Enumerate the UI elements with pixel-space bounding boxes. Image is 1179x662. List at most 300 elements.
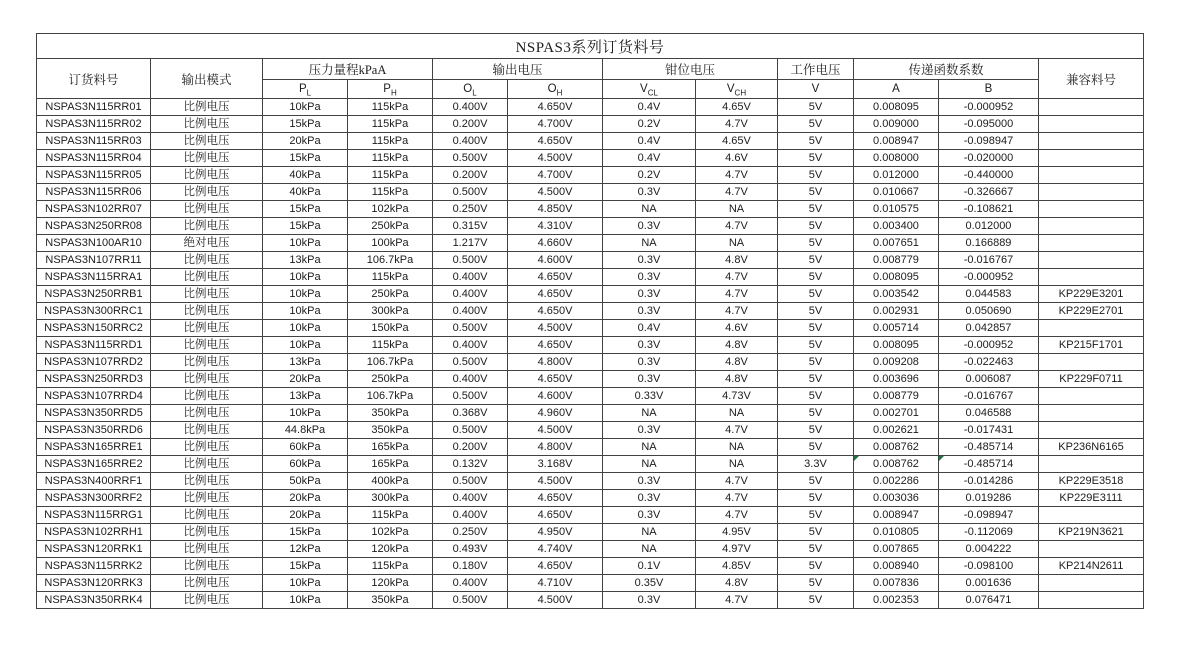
- cell-oh: 4.800V: [508, 439, 603, 456]
- cell-mode: 比例电压: [151, 541, 263, 558]
- cell-vcl: 0.3V: [603, 218, 696, 235]
- cell-v: 5V: [778, 490, 854, 507]
- cell-oh: 4.500V: [508, 592, 603, 609]
- order-table: [36, 33, 1144, 609]
- cell-compat: KP214N2611: [1039, 558, 1144, 575]
- cell-part: NSPAS3N250RRD3: [37, 371, 151, 388]
- cell-vch: 4.6V: [696, 320, 778, 337]
- table-row: [37, 439, 1144, 456]
- title-row: [37, 34, 1144, 59]
- cell-v: 5V: [778, 303, 854, 320]
- cell-mode: 比例电压: [151, 388, 263, 405]
- cell-ol: 0.500V: [433, 320, 508, 337]
- table-row: [37, 541, 1144, 558]
- cell-part: NSPAS3N115RRK2: [37, 558, 151, 575]
- cell-vch: NA: [696, 201, 778, 218]
- cell-mode: 比例电压: [151, 116, 263, 133]
- cell-vch: 4.73V: [696, 388, 778, 405]
- column-header-compatible: 兼容料号: [1039, 59, 1144, 99]
- cell-vch: NA: [696, 439, 778, 456]
- cell-ol: 0.493V: [433, 541, 508, 558]
- cell-a: 0.009208: [854, 354, 939, 371]
- cell-oh: 4.650V: [508, 99, 603, 116]
- cell-vcl: 0.3V: [603, 473, 696, 490]
- column-header-oh: $O_H$: [508, 80, 603, 99]
- cell-b: 0.042857: [939, 320, 1039, 337]
- cell-vch: 4.7V: [696, 184, 778, 201]
- cell-compat: [1039, 388, 1144, 405]
- cell-ph: 115kPa: [348, 99, 433, 116]
- cell-v: 5V: [778, 269, 854, 286]
- cell-ph: 350kPa: [348, 405, 433, 422]
- cell-vch: 4.7V: [696, 490, 778, 507]
- cell-a: 0.008779: [854, 252, 939, 269]
- column-header-part-no: 订货料号: [37, 59, 151, 99]
- cell-b: -0.016767: [939, 252, 1039, 269]
- table-row: [37, 184, 1144, 201]
- cell-compat: [1039, 235, 1144, 252]
- cell-pl: 40kPa: [263, 184, 348, 201]
- cell-vch: 4.7V: [696, 303, 778, 320]
- cell-vcl: NA: [603, 439, 696, 456]
- table-row: [37, 116, 1144, 133]
- cell-part: NSPAS3N350RRK4: [37, 592, 151, 609]
- cell-b: 0.012000: [939, 218, 1039, 235]
- cell-mode: 比例电压: [151, 269, 263, 286]
- cell-v: 5V: [778, 405, 854, 422]
- cell-pl: 15kPa: [263, 116, 348, 133]
- cell-compat: [1039, 201, 1144, 218]
- cell-part: NSPAS3N115RR03: [37, 133, 151, 150]
- cell-ol: 0.500V: [433, 473, 508, 490]
- cell-b: 0.050690: [939, 303, 1039, 320]
- cell-vcl: NA: [603, 405, 696, 422]
- cell-v: 5V: [778, 524, 854, 541]
- cell-v: 5V: [778, 507, 854, 524]
- cell-compat: KP219N3621: [1039, 524, 1144, 541]
- cell-ph: 115kPa: [348, 507, 433, 524]
- cell-oh: 4.500V: [508, 320, 603, 337]
- error-indicator-icon: [854, 456, 859, 461]
- cell-mode: 比例电压: [151, 320, 263, 337]
- cell-pl: 10kPa: [263, 592, 348, 609]
- table-row: [37, 252, 1144, 269]
- cell-vcl: 0.3V: [603, 184, 696, 201]
- cell-v: 5V: [778, 167, 854, 184]
- cell-oh: 4.600V: [508, 252, 603, 269]
- cell-vcl: NA: [603, 541, 696, 558]
- cell-pl: 13kPa: [263, 252, 348, 269]
- cell-ph: 115kPa: [348, 167, 433, 184]
- cell-vch: 4.7V: [696, 286, 778, 303]
- column-header-pressure-range: 压力量程kPaA: [263, 59, 433, 80]
- cell-pl: 15kPa: [263, 201, 348, 218]
- group-header-row: [37, 59, 1144, 80]
- cell-mode: 比例电压: [151, 218, 263, 235]
- cell-part: NSPAS3N350RRD5: [37, 405, 151, 422]
- cell-b: -0.000952: [939, 337, 1039, 354]
- cell-compat: [1039, 541, 1144, 558]
- table-row: [37, 575, 1144, 592]
- cell-part: NSPAS3N115RRD1: [37, 337, 151, 354]
- cell-part: NSPAS3N300RRC1: [37, 303, 151, 320]
- cell-a: 0.002353: [854, 592, 939, 609]
- cell-vch: 4.7V: [696, 592, 778, 609]
- table-row: [37, 524, 1144, 541]
- cell-oh: 4.500V: [508, 150, 603, 167]
- cell-oh: 4.700V: [508, 116, 603, 133]
- cell-b: -0.014286: [939, 473, 1039, 490]
- cell-part: NSPAS3N107RRD2: [37, 354, 151, 371]
- cell-compat: KP229E2701: [1039, 303, 1144, 320]
- cell-vcl: 0.3V: [603, 354, 696, 371]
- cell-pl: 60kPa: [263, 456, 348, 473]
- cell-ol: 0.400V: [433, 269, 508, 286]
- column-header-vch: $V_{CH}$: [696, 80, 778, 99]
- cell-part: NSPAS3N102RR07: [37, 201, 151, 218]
- cell-vcl: 0.3V: [603, 252, 696, 269]
- cell-vch: NA: [696, 405, 778, 422]
- cell-oh: 4.650V: [508, 337, 603, 354]
- cell-mode: 比例电压: [151, 490, 263, 507]
- cell-v: 5V: [778, 99, 854, 116]
- cell-a: 0.009000: [854, 116, 939, 133]
- cell-oh: 4.650V: [508, 133, 603, 150]
- cell-v: 5V: [778, 575, 854, 592]
- cell-b: -0.098947: [939, 133, 1039, 150]
- cell-ph: 115kPa: [348, 558, 433, 575]
- cell-ol: 0.200V: [433, 167, 508, 184]
- cell-a: 0.008947: [854, 133, 939, 150]
- cell-v: 5V: [778, 116, 854, 133]
- table-row: [37, 167, 1144, 184]
- table-row: [37, 490, 1144, 507]
- cell-vch: 4.7V: [696, 116, 778, 133]
- cell-compat: [1039, 456, 1144, 473]
- cell-part: NSPAS3N115RRA1: [37, 269, 151, 286]
- page-title: NSPAS3系列订货料号: [37, 34, 1144, 59]
- cell-vcl: 0.3V: [603, 303, 696, 320]
- cell-part: NSPAS3N300RRF2: [37, 490, 151, 507]
- cell-oh: 4.650V: [508, 371, 603, 388]
- cell-compat: [1039, 507, 1144, 524]
- cell-compat: KP236N6165: [1039, 439, 1144, 456]
- table-row: [37, 473, 1144, 490]
- cell-vch: 4.8V: [696, 252, 778, 269]
- column-header-output-voltage: 输出电压: [433, 59, 603, 80]
- cell-vcl: 0.4V: [603, 133, 696, 150]
- cell-pl: 15kPa: [263, 150, 348, 167]
- cell-vcl: 0.3V: [603, 337, 696, 354]
- cell-pl: 60kPa: [263, 439, 348, 456]
- cell-v: 5V: [778, 354, 854, 371]
- cell-a: 0.002286: [854, 473, 939, 490]
- cell-vcl: 0.3V: [603, 507, 696, 524]
- table-body: [37, 99, 1144, 609]
- cell-v: 5V: [778, 133, 854, 150]
- cell-part: NSPAS3N250RR08: [37, 218, 151, 235]
- cell-a: 0.007865: [854, 541, 939, 558]
- cell-vch: 4.85V: [696, 558, 778, 575]
- cell-b: -0.485714: [939, 439, 1039, 456]
- cell-mode: 比例电压: [151, 507, 263, 524]
- cell-vcl: 0.3V: [603, 422, 696, 439]
- cell-part: NSPAS3N400RRF1: [37, 473, 151, 490]
- cell-pl: 20kPa: [263, 133, 348, 150]
- cell-vcl: 0.33V: [603, 388, 696, 405]
- cell-ph: 350kPa: [348, 592, 433, 609]
- cell-part: NSPAS3N102RRH1: [37, 524, 151, 541]
- cell-vcl: NA: [603, 235, 696, 252]
- column-header-clamp-voltage: 钳位电压: [603, 59, 778, 80]
- cell-pl: 13kPa: [263, 388, 348, 405]
- cell-compat: [1039, 405, 1144, 422]
- cell-a: 0.003696: [854, 371, 939, 388]
- cell-part: NSPAS3N115RR04: [37, 150, 151, 167]
- cell-ol: 0.500V: [433, 184, 508, 201]
- cell-vch: NA: [696, 235, 778, 252]
- cell-pl: 10kPa: [263, 286, 348, 303]
- table-row: [37, 507, 1144, 524]
- cell-part: NSPAS3N115RRG1: [37, 507, 151, 524]
- cell-compat: [1039, 116, 1144, 133]
- cell-ol: 0.368V: [433, 405, 508, 422]
- cell-ph: 250kPa: [348, 218, 433, 235]
- cell-oh: 4.650V: [508, 507, 603, 524]
- cell-ol: 0.500V: [433, 252, 508, 269]
- cell-ph: 115kPa: [348, 116, 433, 133]
- cell-vcl: 0.1V: [603, 558, 696, 575]
- table-row: [37, 235, 1144, 252]
- cell-a: 0.003400: [854, 218, 939, 235]
- cell-pl: 10kPa: [263, 303, 348, 320]
- cell-pl: 10kPa: [263, 575, 348, 592]
- cell-vcl: 0.2V: [603, 116, 696, 133]
- cell-ol: 0.200V: [433, 439, 508, 456]
- cell-vcl: 0.4V: [603, 150, 696, 167]
- cell-ol: 0.250V: [433, 201, 508, 218]
- cell-v: 5V: [778, 592, 854, 609]
- cell-mode: 比例电压: [151, 303, 263, 320]
- cell-ol: 0.500V: [433, 354, 508, 371]
- table-row: [37, 456, 1144, 473]
- cell-ol: 0.400V: [433, 133, 508, 150]
- cell-ol: 0.250V: [433, 524, 508, 541]
- cell-compat: [1039, 150, 1144, 167]
- cell-v: 5V: [778, 150, 854, 167]
- cell-v: 5V: [778, 320, 854, 337]
- order-table-sheet: [36, 33, 1144, 609]
- cell-v: 5V: [778, 184, 854, 201]
- cell-compat: [1039, 133, 1144, 150]
- cell-a: 0.008762: [854, 456, 939, 473]
- cell-a: 0.005714: [854, 320, 939, 337]
- cell-compat: KP229E3201: [1039, 286, 1144, 303]
- cell-vch: 4.95V: [696, 524, 778, 541]
- cell-pl: 15kPa: [263, 558, 348, 575]
- cell-part: NSPAS3N165RRE1: [37, 439, 151, 456]
- cell-ph: 150kPa: [348, 320, 433, 337]
- table-row: [37, 269, 1144, 286]
- cell-oh: 4.650V: [508, 490, 603, 507]
- cell-part: NSPAS3N115RR02: [37, 116, 151, 133]
- cell-b: -0.326667: [939, 184, 1039, 201]
- cell-mode: 比例电压: [151, 371, 263, 388]
- table-row: [37, 218, 1144, 235]
- cell-mode: 比例电压: [151, 592, 263, 609]
- cell-a: 0.002621: [854, 422, 939, 439]
- cell-compat: [1039, 575, 1144, 592]
- cell-pl: 10kPa: [263, 320, 348, 337]
- cell-b: -0.440000: [939, 167, 1039, 184]
- cell-ol: 0.400V: [433, 303, 508, 320]
- cell-b: -0.098947: [939, 507, 1039, 524]
- cell-a: 0.012000: [854, 167, 939, 184]
- cell-compat: KP229F0711: [1039, 371, 1144, 388]
- table-row: [37, 201, 1144, 218]
- cell-oh: 4.950V: [508, 524, 603, 541]
- cell-v: 5V: [778, 201, 854, 218]
- cell-pl: 13kPa: [263, 354, 348, 371]
- cell-compat: KP229E3518: [1039, 473, 1144, 490]
- cell-mode: 比例电压: [151, 201, 263, 218]
- cell-vch: 4.65V: [696, 99, 778, 116]
- column-header-v: V: [778, 80, 854, 99]
- cell-a: 0.007651: [854, 235, 939, 252]
- cell-mode: 比例电压: [151, 150, 263, 167]
- cell-vch: 4.7V: [696, 422, 778, 439]
- cell-mode: 比例电压: [151, 439, 263, 456]
- cell-mode: 比例电压: [151, 456, 263, 473]
- cell-a: 0.008095: [854, 99, 939, 116]
- cell-ph: 350kPa: [348, 422, 433, 439]
- cell-mode: 比例电压: [151, 133, 263, 150]
- cell-b: 0.006087: [939, 371, 1039, 388]
- cell-v: 5V: [778, 252, 854, 269]
- cell-ph: 165kPa: [348, 456, 433, 473]
- cell-mode: 比例电压: [151, 558, 263, 575]
- cell-oh: 4.650V: [508, 286, 603, 303]
- cell-part: NSPAS3N115RR06: [37, 184, 151, 201]
- table-row: [37, 150, 1144, 167]
- cell-mode: 比例电压: [151, 337, 263, 354]
- table-row: [37, 388, 1144, 405]
- cell-compat: [1039, 99, 1144, 116]
- cell-a: 0.008000: [854, 150, 939, 167]
- cell-oh: 4.600V: [508, 388, 603, 405]
- cell-part: NSPAS3N120RRK1: [37, 541, 151, 558]
- cell-oh: 4.700V: [508, 167, 603, 184]
- cell-oh: 4.660V: [508, 235, 603, 252]
- cell-part: NSPAS3N350RRD6: [37, 422, 151, 439]
- cell-ph: 102kPa: [348, 201, 433, 218]
- cell-ph: 120kPa: [348, 575, 433, 592]
- cell-pl: 44.8kPa: [263, 422, 348, 439]
- cell-b: -0.022463: [939, 354, 1039, 371]
- cell-b: -0.095000: [939, 116, 1039, 133]
- cell-compat: [1039, 218, 1144, 235]
- cell-b: 0.076471: [939, 592, 1039, 609]
- cell-ph: 300kPa: [348, 490, 433, 507]
- cell-v: 5V: [778, 371, 854, 388]
- cell-v: 5V: [778, 439, 854, 456]
- cell-ol: 0.400V: [433, 507, 508, 524]
- cell-mode: 比例电压: [151, 184, 263, 201]
- column-header-ol: $O_L$: [433, 80, 508, 99]
- cell-oh: 4.740V: [508, 541, 603, 558]
- cell-oh: 4.800V: [508, 354, 603, 371]
- cell-ph: 400kPa: [348, 473, 433, 490]
- cell-ph: 115kPa: [348, 269, 433, 286]
- cell-mode: 比例电压: [151, 473, 263, 490]
- cell-v: 5V: [778, 218, 854, 235]
- cell-vch: 4.7V: [696, 507, 778, 524]
- cell-v: 5V: [778, 235, 854, 252]
- cell-mode: 比例电压: [151, 286, 263, 303]
- cell-oh: 4.500V: [508, 184, 603, 201]
- cell-vch: 4.8V: [696, 371, 778, 388]
- cell-ol: 0.400V: [433, 286, 508, 303]
- cell-part: NSPAS3N107RR11: [37, 252, 151, 269]
- cell-b: -0.485714: [939, 456, 1039, 473]
- cell-pl: 20kPa: [263, 490, 348, 507]
- cell-a: 0.010667: [854, 184, 939, 201]
- cell-vcl: 0.4V: [603, 320, 696, 337]
- cell-oh: 4.850V: [508, 201, 603, 218]
- cell-ol: 0.500V: [433, 150, 508, 167]
- cell-part: NSPAS3N107RRD4: [37, 388, 151, 405]
- cell-a: 0.007836: [854, 575, 939, 592]
- cell-mode: 比例电压: [151, 167, 263, 184]
- cell-part: NSPAS3N115RR05: [37, 167, 151, 184]
- cell-a: 0.008947: [854, 507, 939, 524]
- cell-a: 0.010805: [854, 524, 939, 541]
- cell-oh: 4.650V: [508, 303, 603, 320]
- cell-ol: 0.180V: [433, 558, 508, 575]
- cell-ph: 250kPa: [348, 286, 433, 303]
- cell-ph: 250kPa: [348, 371, 433, 388]
- cell-ph: 115kPa: [348, 184, 433, 201]
- cell-pl: 10kPa: [263, 337, 348, 354]
- cell-mode: 比例电压: [151, 99, 263, 116]
- cell-oh: 4.650V: [508, 558, 603, 575]
- table-row: [37, 99, 1144, 116]
- cell-vcl: 0.3V: [603, 592, 696, 609]
- cell-part: NSPAS3N165RRE2: [37, 456, 151, 473]
- cell-a: 0.008095: [854, 337, 939, 354]
- cell-ph: 115kPa: [348, 337, 433, 354]
- cell-oh: 3.168V: [508, 456, 603, 473]
- cell-v: 5V: [778, 541, 854, 558]
- cell-ph: 106.7kPa: [348, 252, 433, 269]
- cell-vch: 4.8V: [696, 337, 778, 354]
- table-row: [37, 422, 1144, 439]
- cell-ph: 300kPa: [348, 303, 433, 320]
- cell-pl: 40kPa: [263, 167, 348, 184]
- cell-b: -0.017431: [939, 422, 1039, 439]
- cell-a: 0.008779: [854, 388, 939, 405]
- cell-oh: 4.500V: [508, 473, 603, 490]
- cell-compat: [1039, 320, 1144, 337]
- cell-ph: 165kPa: [348, 439, 433, 456]
- cell-v: 5V: [778, 286, 854, 303]
- table-row: [37, 405, 1144, 422]
- column-header-supply-voltage: 工作电压: [778, 59, 854, 80]
- table-row: [37, 592, 1144, 609]
- cell-ol: 0.400V: [433, 99, 508, 116]
- cell-pl: 12kPa: [263, 541, 348, 558]
- cell-b: -0.112069: [939, 524, 1039, 541]
